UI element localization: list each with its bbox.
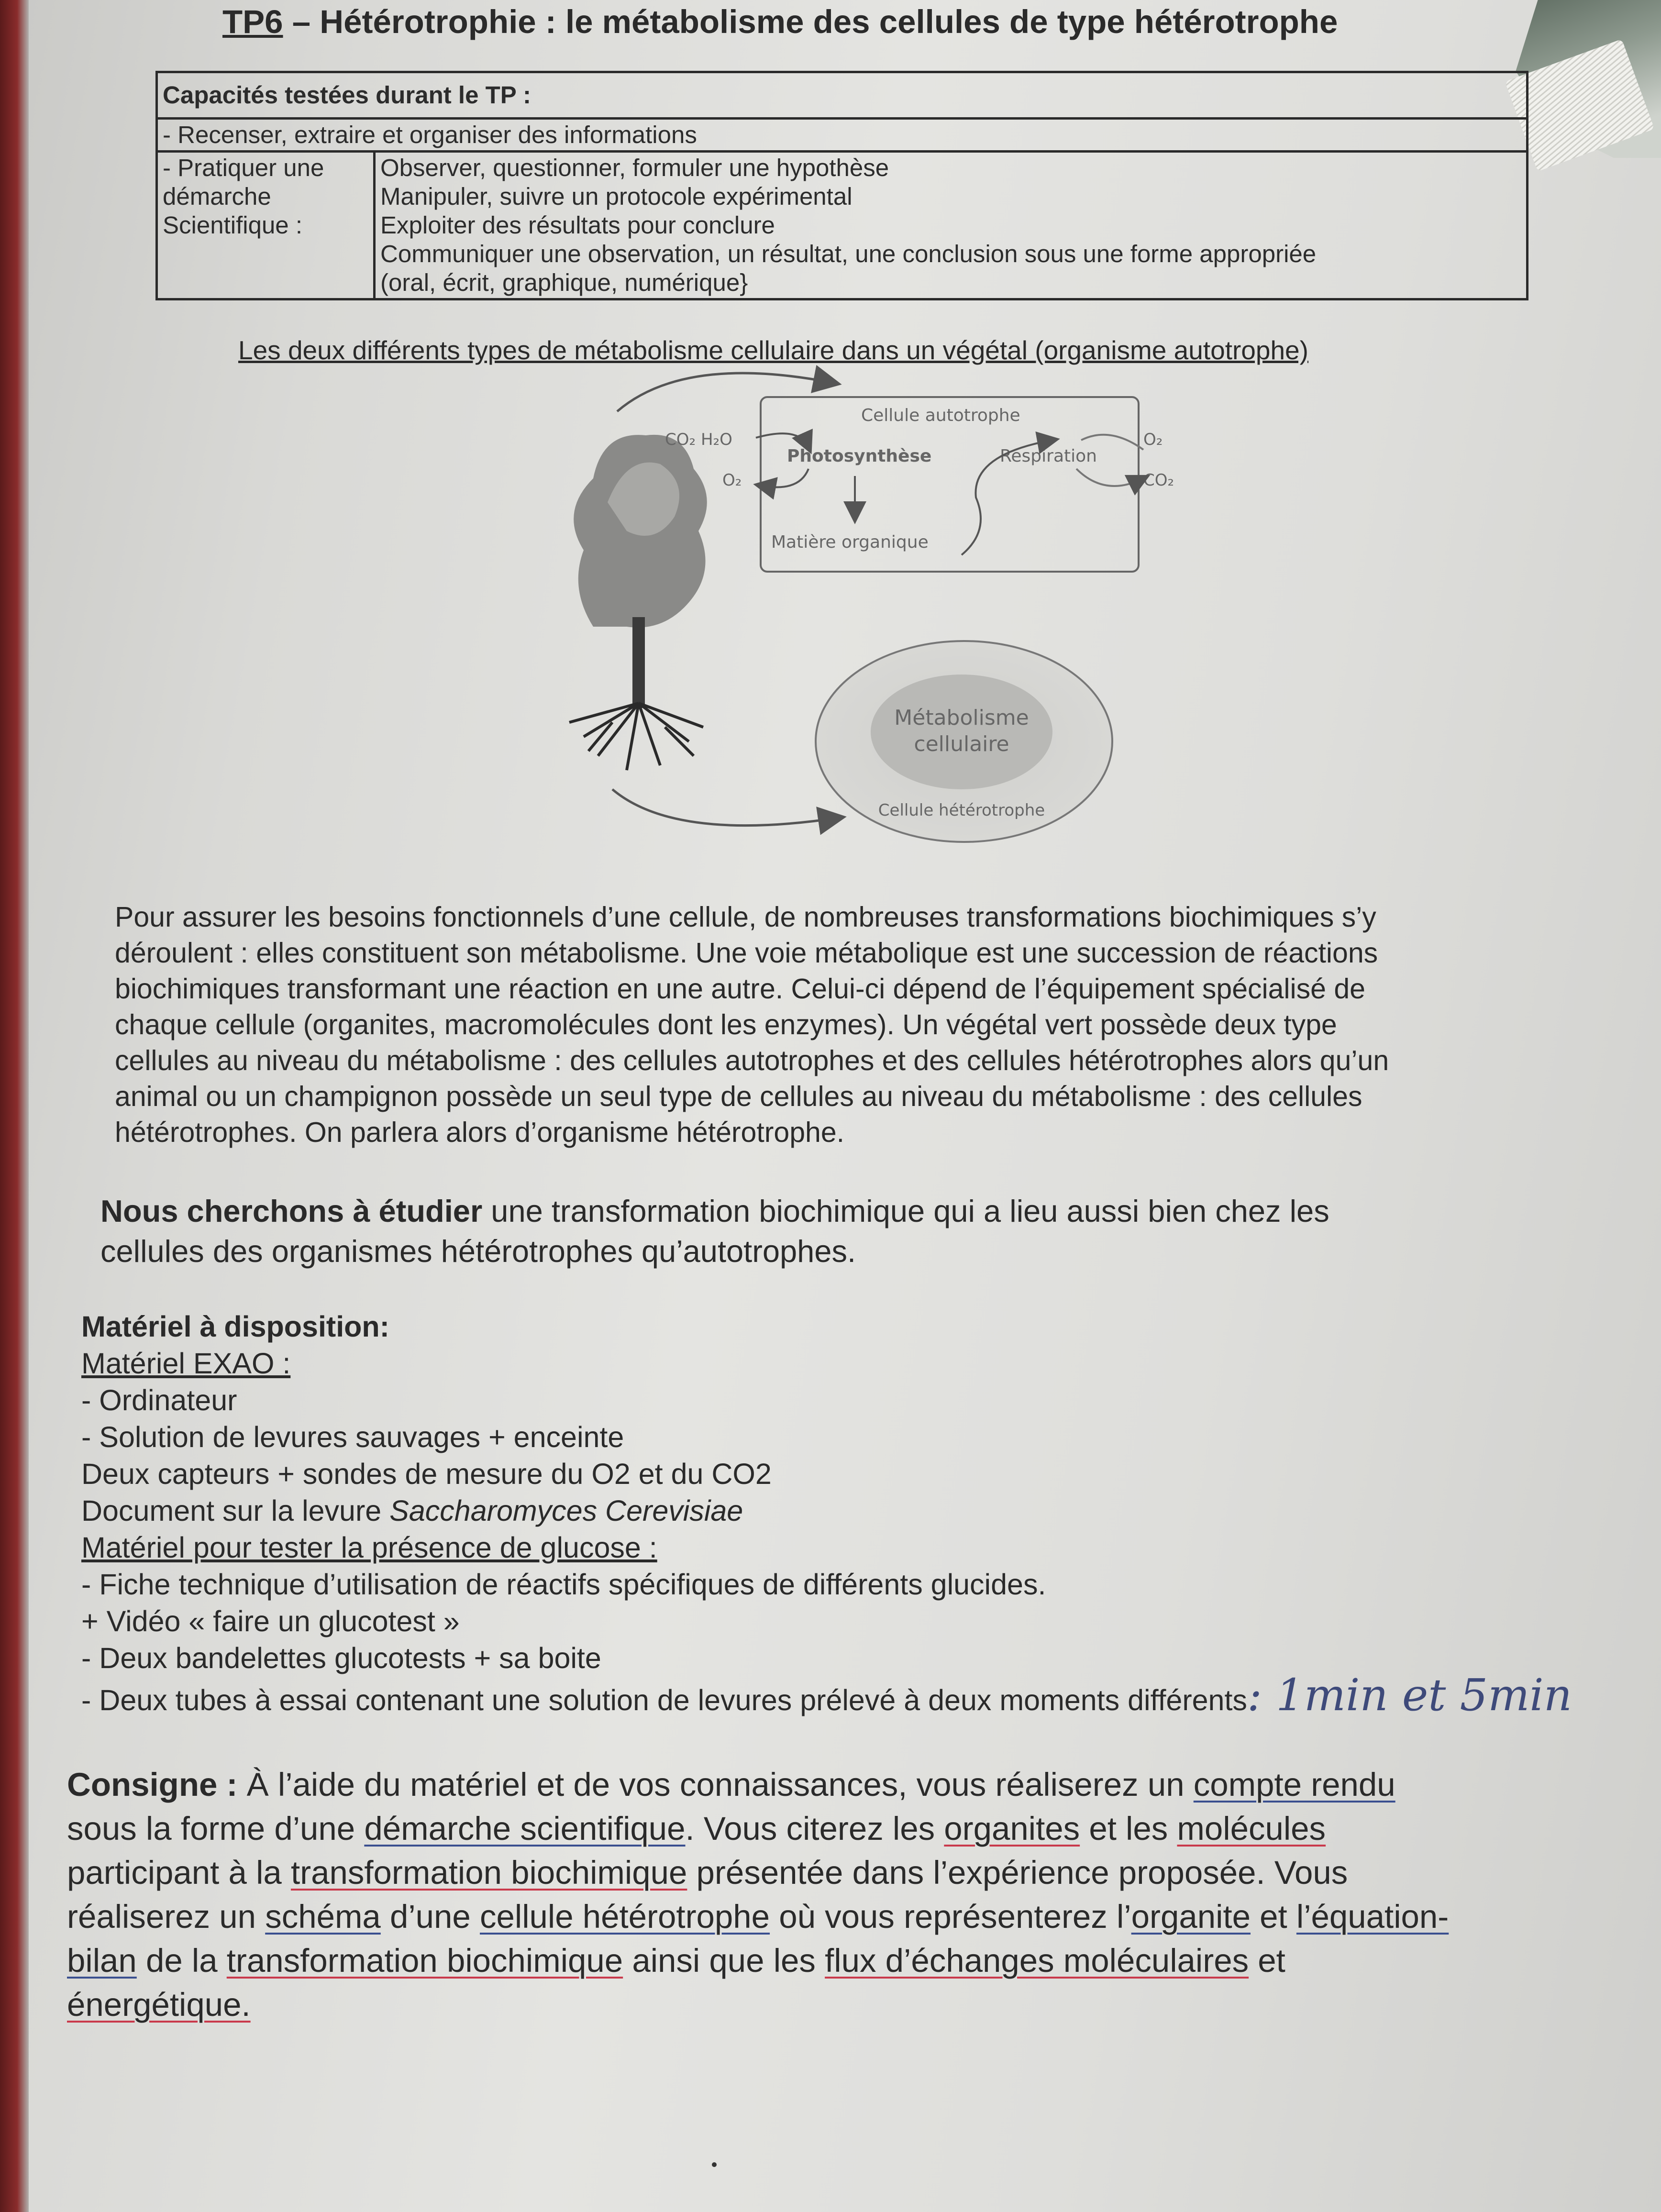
material-item: - Deux bandelettes glucotests + sa boite bbox=[81, 1642, 601, 1674]
material-item: - Solution de levures sauvages + enceinte bbox=[81, 1421, 624, 1453]
annotated-term: transformation biochimique bbox=[290, 1854, 687, 1891]
capacity-item: Manipuler, suivre un protocole expérimental bbox=[380, 183, 853, 210]
annotated-term: bilan bbox=[67, 1942, 137, 1979]
consigne-text: À l’aide du matériel et de vos connaissances, vous réaliserez un bbox=[237, 1766, 1194, 1803]
consigne-paragraph bbox=[67, 1763, 1646, 2027]
glucose-heading: Matériel pour tester la présence de glucose : bbox=[81, 1531, 657, 1564]
intro-line: biochimiques transformant une réaction en une autre. Celui-ci dépend de l’équipement spécialisé de bbox=[115, 973, 1365, 1005]
consigne-text: réaliserez un bbox=[67, 1898, 266, 1935]
photosynthesis-label: Photosynthèse bbox=[787, 446, 932, 466]
doc-species: Saccharomyces Cerevisiae bbox=[389, 1494, 743, 1527]
intro-line: déroulent : elles constituent son métabolisme. Une voie métabolique est une succession de réactions bbox=[115, 937, 1378, 969]
material-item: + Vidéo « faire un glucotest » bbox=[81, 1605, 460, 1637]
consigne-label: Consigne : bbox=[67, 1766, 238, 1803]
intro-line: hétérotrophes. On parlera alors d’organisme hétérotrophe. bbox=[115, 1117, 845, 1148]
top-curve-arrow bbox=[617, 373, 832, 411]
annotated-term: cellule hétérotrophe bbox=[479, 1898, 770, 1935]
material-item: Deux capteurs + sondes de mesure du O2 et du CO2 bbox=[81, 1458, 772, 1490]
annotated-term: organite bbox=[1131, 1898, 1251, 1935]
material-item: - Fiche technique d’utilisation de réactifs spécifiques de différents glucides. bbox=[81, 1568, 1046, 1601]
annotated-term: démarche scientifique bbox=[364, 1810, 686, 1847]
material-heading: Matériel à disposition: bbox=[81, 1310, 389, 1343]
heterotroph-label: Cellule hétérotrophe bbox=[878, 801, 1045, 820]
o2-right-label: O₂ bbox=[1143, 430, 1163, 449]
consigne-text: et bbox=[1251, 1898, 1296, 1935]
title-rest: – Hétérotrophie : le métabolisme des cellules de type hétérotrophe bbox=[283, 3, 1338, 40]
annotated-term: compte rendu bbox=[1193, 1766, 1395, 1803]
o2-left-label: O₂ bbox=[722, 471, 742, 490]
intro-line: cellules au niveau du métabolisme : des cellules autotrophes et des cellules hétérotrophes alors qu’un bbox=[115, 1045, 1389, 1076]
autotroph-label: Cellule autotrophe bbox=[861, 406, 1020, 425]
background-edge bbox=[0, 0, 29, 2212]
capacity-item: (oral, écrit, graphique, numérique} bbox=[380, 269, 748, 296]
aim-bold: Nous cherchons à étudier bbox=[100, 1194, 483, 1228]
diagram-title: Les deux différents types de métabolisme cellulaire dans un végétal (organisme autotrophe) bbox=[238, 335, 1308, 365]
consigne-text: et les bbox=[1080, 1810, 1177, 1847]
intro-paragraph bbox=[115, 899, 1550, 1150]
intro-line: Pour assurer les besoins fonctionnels d’une cellule, de nombreuses transformations biochimiques s’y bbox=[115, 901, 1376, 933]
organic-matter-label: Matière organique bbox=[771, 532, 929, 552]
capacities-table bbox=[155, 71, 1528, 300]
aim-paragraph bbox=[100, 1191, 1560, 1272]
intro-line: animal ou un champignon possède un seul type de cellules au niveau du métabolisme : des cellules bbox=[115, 1081, 1362, 1112]
capacity-item: Observer, questionner, formuler une hypothèse bbox=[380, 154, 889, 181]
exao-heading: Matériel EXAO : bbox=[81, 1347, 291, 1380]
annotated-term: transformation biochimique bbox=[226, 1942, 623, 1979]
co2-h2o-label: CO₂ H₂O bbox=[665, 430, 732, 449]
respiration-label: Respiration bbox=[1000, 446, 1097, 466]
capacities-items bbox=[375, 152, 1528, 299]
material-item: - Ordinateur bbox=[81, 1384, 237, 1416]
left-label-line: Scientifique : bbox=[163, 211, 303, 239]
annotated-term: flux d’échanges moléculaires bbox=[825, 1942, 1249, 1979]
co2-right-label: CO₂ bbox=[1143, 471, 1174, 490]
consigne-text: où vous représenterez l’ bbox=[770, 1898, 1131, 1935]
handwritten-note: : 1min et 5min bbox=[1247, 1670, 1572, 1721]
consigne-text: de la bbox=[136, 1942, 227, 1979]
annotated-term: l’équation- bbox=[1296, 1898, 1449, 1935]
bottom-curve-arrow bbox=[612, 789, 837, 826]
annotated-term: organites bbox=[944, 1810, 1080, 1847]
left-label-line: - Pratiquer une bbox=[163, 154, 324, 181]
page-title bbox=[222, 3, 1338, 41]
metabolism-line1: Métabolisme bbox=[894, 706, 1029, 730]
capacity-item: Communiquer une observation, un résultat, une conclusion sous une forme appropriée bbox=[380, 240, 1317, 267]
material-section bbox=[81, 1308, 1572, 1719]
intro-line: chaque cellule (organites, macromolécules dont les enzymes). Un végétal vert possède deux type bbox=[115, 1009, 1337, 1040]
metabolism-line2: cellulaire bbox=[914, 732, 1009, 756]
capacities-left-label bbox=[157, 152, 375, 299]
material-item: - Deux tubes à essai contenant une solution de levures prélevé à deux moments différents bbox=[81, 1684, 1247, 1716]
consigne-text: ainsi que les bbox=[623, 1942, 825, 1979]
aim-rest2: cellules des organismes hétérotrophes qu’autotrophes. bbox=[100, 1234, 856, 1269]
capacity-item: Exploiter des résultats pour conclure bbox=[380, 211, 775, 239]
left-label-line: démarche bbox=[163, 183, 271, 210]
title-prefix: TP6 bbox=[222, 3, 283, 40]
consigne-text: participant à la bbox=[67, 1854, 291, 1891]
consigne-text: . Vous citerez les bbox=[685, 1810, 944, 1847]
tree-icon bbox=[569, 435, 707, 770]
doc-prefix: Document sur la levure bbox=[81, 1494, 390, 1527]
consigne-text: présentée dans l’expérience proposée. Vous bbox=[687, 1854, 1348, 1891]
annotated-term: molécules bbox=[1177, 1810, 1326, 1847]
annotated-term: énergétique. bbox=[67, 1986, 251, 2023]
aim-rest1: une transformation biochimique qui a lieu aussi bien chez les bbox=[482, 1194, 1329, 1228]
metabolism-diagram bbox=[502, 359, 1210, 866]
consigne-text: d’une bbox=[380, 1898, 480, 1935]
consigne-text: sous la forme d’une bbox=[67, 1810, 365, 1847]
capacities-row1: - Recenser, extraire et organiser des informations bbox=[157, 119, 1528, 152]
page-speck bbox=[712, 2162, 717, 2167]
annotated-term: schéma bbox=[265, 1898, 381, 1935]
consigne-text: et bbox=[1249, 1942, 1285, 1979]
capacities-header: Capacités testées durant le TP : bbox=[157, 72, 1528, 119]
